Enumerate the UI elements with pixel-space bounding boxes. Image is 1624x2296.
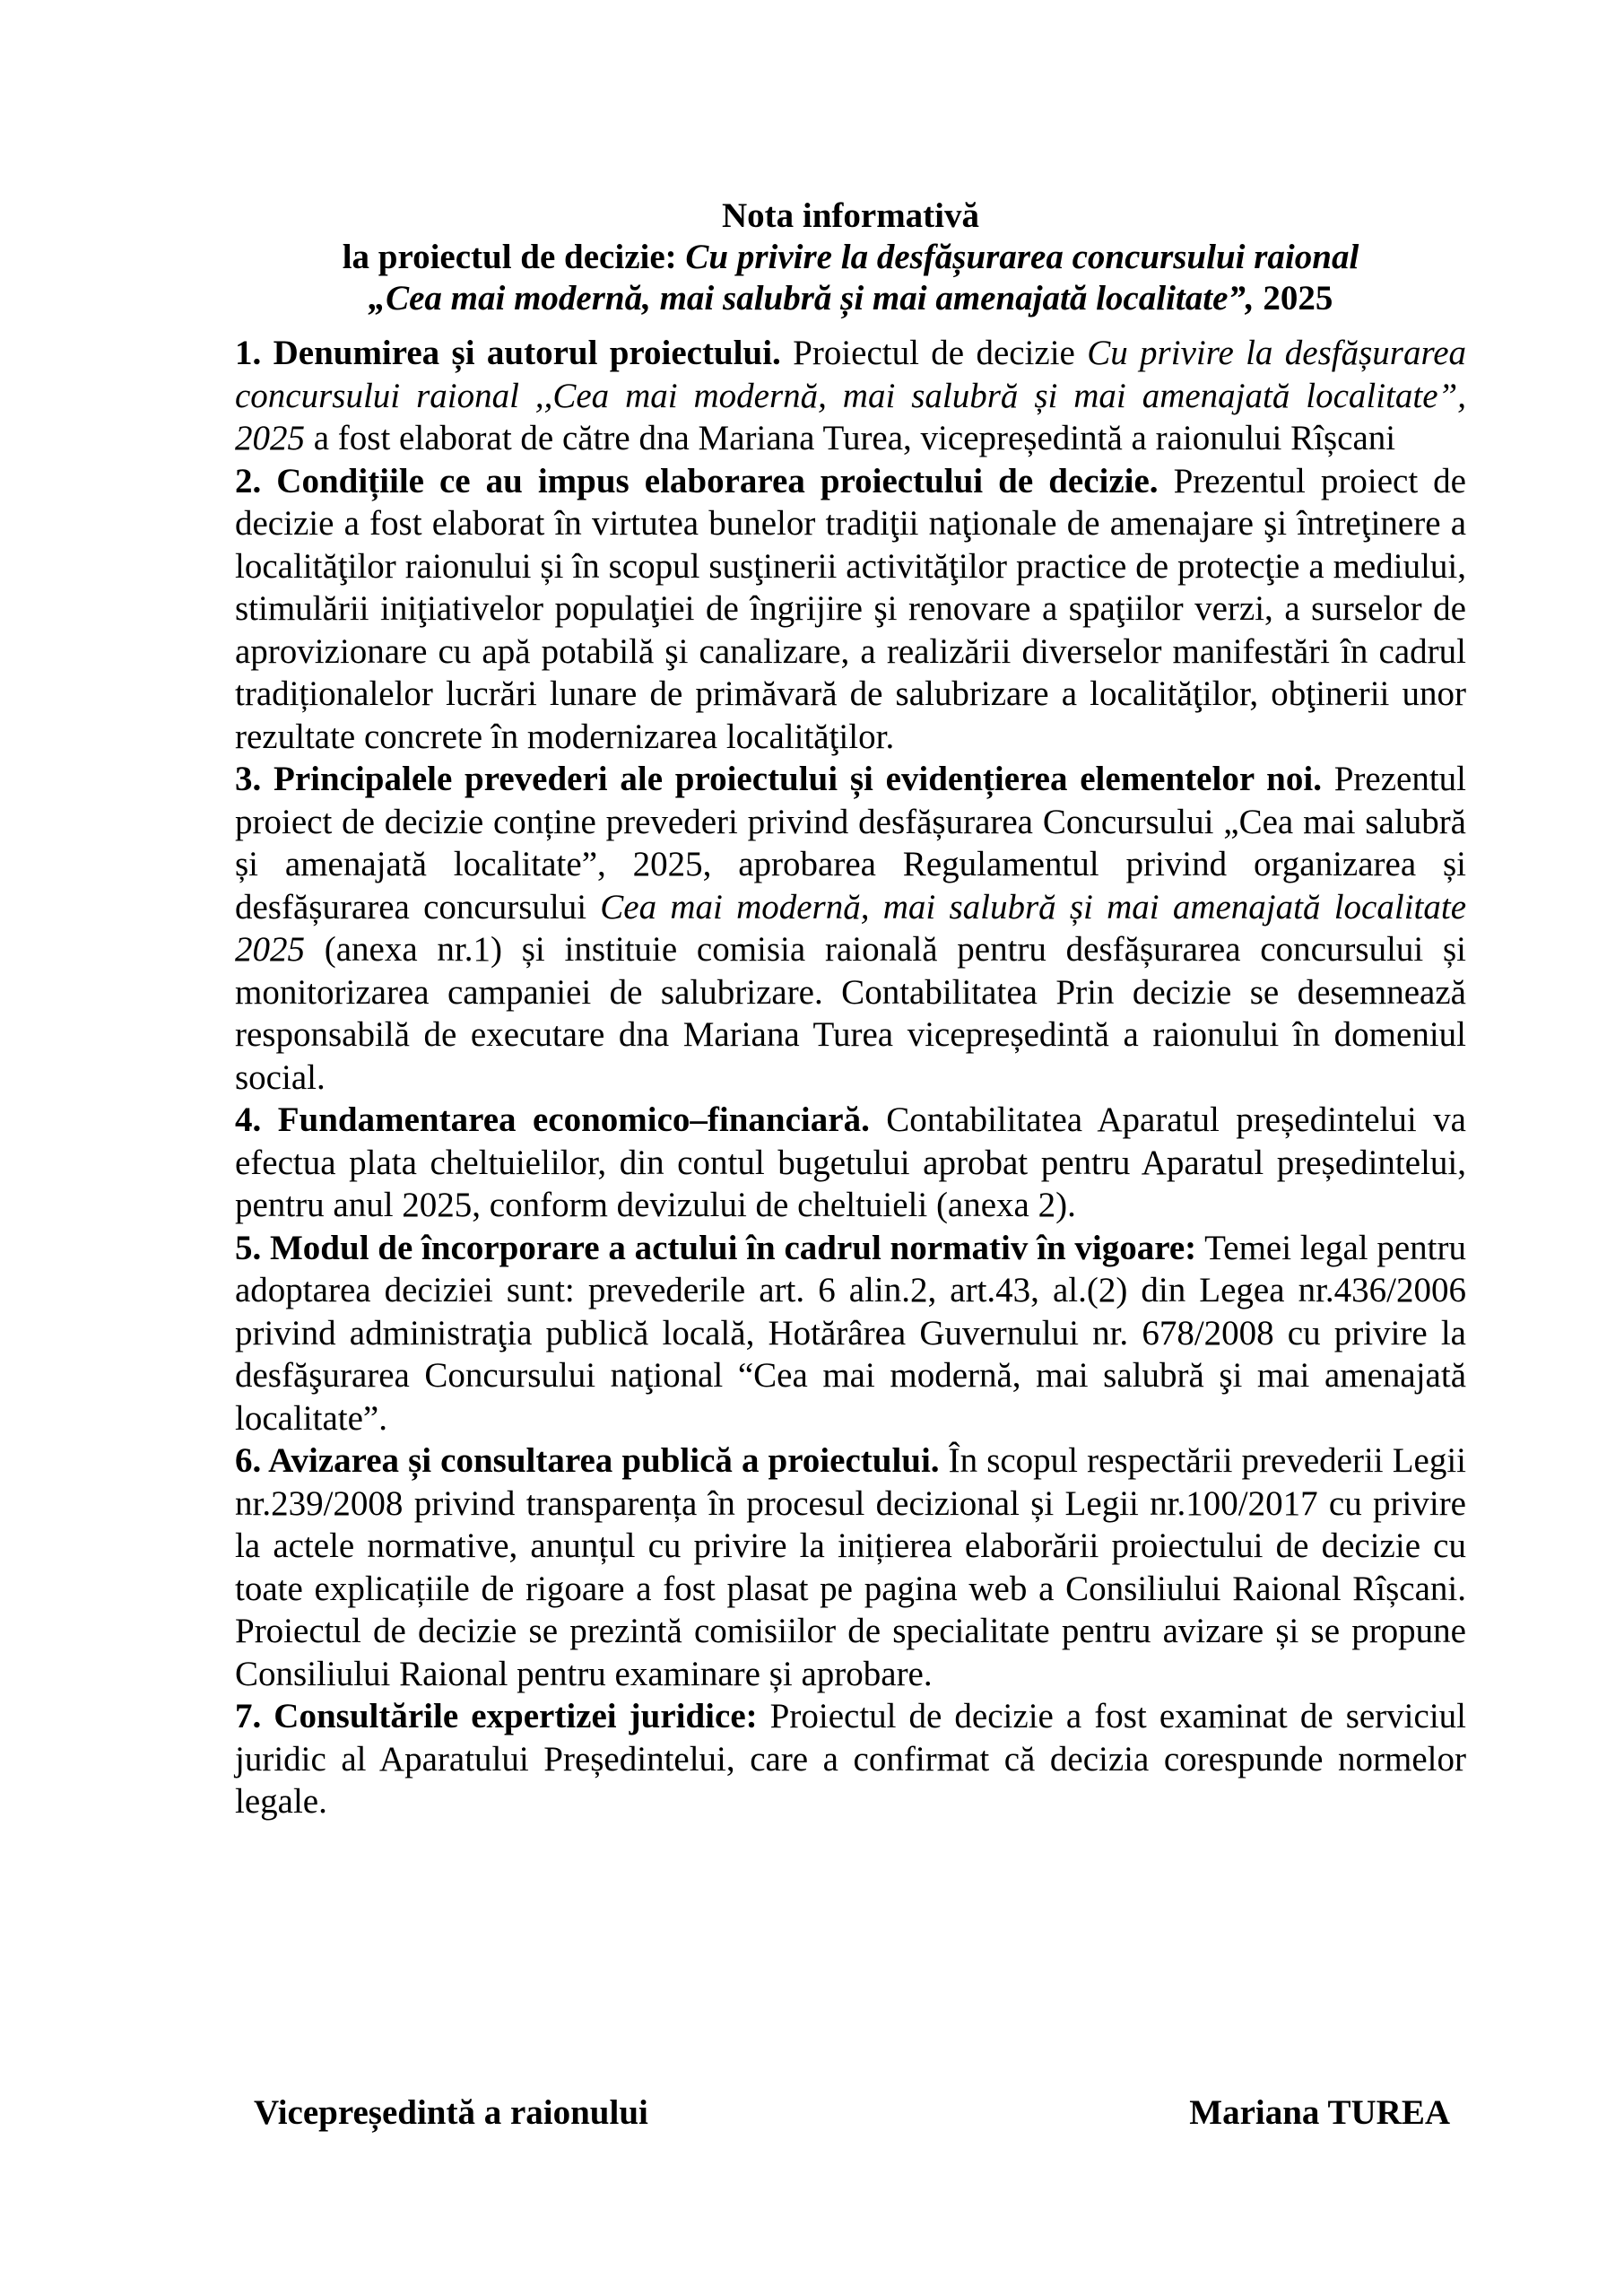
section-6-public-consultation <box>235 1439 1466 1695</box>
section-5-normative-framework <box>235 1227 1466 1440</box>
section-text: (anexa nr.1) și instituie comisia raională pentru desfășurarea concursului și monitorizarea campaniei de salubrizare. Contabilitatea Prin decizie se desemnează responsabilă de executare dna Mariana Turea vicepreședintă a raionului în domeniul social. <box>235 930 1466 1097</box>
title-subject: Cu privire la desfășurarea concursului raional <box>685 238 1359 276</box>
section-text: a fost elaborat de către dna Mariana Turea, vicepreședintă a raionului Rîșcani <box>305 419 1396 457</box>
signatory-position: Vicepreședintă a raionului <box>254 2093 648 2132</box>
section-heading: 3. Principalele prevederi ale proiectului și evidențierea elementelor noi. <box>235 760 1322 798</box>
section-text: Proiectul de decizie <box>780 334 1088 372</box>
section-3-main-provisions <box>235 758 1466 1099</box>
section-text: Temei legal pentru adoptarea deciziei sunt: prevederile art. 6 alin.2, art.43, al.(2) din Legea nr.436/2006 privind administraţia publică locală, Hotărârea Guvernului nr. 678/2008 cu privire la desfăşurarea Concursului naţional “Cea mai modernă, mai salubră şi mai amenajată localitate”. <box>235 1228 1466 1438</box>
section-heading: 5. Modul de încorporare a actului în cadrul normativ în vigoare: <box>235 1228 1197 1267</box>
section-text: Proiectul de decizie a fost examinat de serviciul juridic al Aparatului Președintelui, care a confirmat că decizia corespunde normelor legale. <box>235 1697 1466 1821</box>
section-italic-text: Cea mai modernă, mai salubră și mai amenajată localitate 2025 <box>235 887 1467 969</box>
section-text: În scopul respectării prevederii Legii nr.239/2008 privind transparența în procesul decizional și Legii nr.100/2017 cu privire la actele normative, anunțul cu privire la inițierea elaborării proiectului de decizie cu toate explicațiile de rigoare a fost plasat pe pagina web a Consiliului Raional Rîșcani. Proiectul de decizie se prezintă comisiilor de specialitate pentru avizare și se propune Consiliului Raional pentru examinare și aprobare. <box>235 1441 1466 1693</box>
signature-block <box>254 2092 1450 2134</box>
section-heading: 1. Denumirea și autorul proiectului. <box>235 334 781 372</box>
section-text: Contabilitatea Aparatul președintelui va efectua plata cheltuielilor, din contul bugetului aprobat pentru Aparatul președintelui, pentru anul 2025, conform devizului de cheltuieli (anexa 2). <box>235 1100 1466 1224</box>
section-heading: 2. Condițiile ce au impus elaborarea proiectului de decizie. <box>235 461 1159 500</box>
title-prefix: la proiectul de decizie: <box>342 238 686 276</box>
title-contest-line <box>235 278 1466 319</box>
section-heading: 6. Avizarea și consultarea publică a proiectului. <box>235 1441 940 1480</box>
document-body <box>235 332 1466 1823</box>
document-title <box>235 196 1466 319</box>
section-1-name-author <box>235 332 1466 460</box>
title-contest-name: „Cea mai modernă, mai salubră și mai amenajată localitate”, <box>368 279 1255 317</box>
section-2-conditions <box>235 460 1466 759</box>
title-year: 2025 <box>1254 279 1333 317</box>
title-subject-line <box>235 237 1466 278</box>
section-text: Prezentul proiect de decizie conține prevederi privind desfășurarea Concursului „Cea mai salubră și amenajată localitate”, 2025, aprobarea Regulamentul privind organizarea și desfășurarea concursului <box>235 760 1466 926</box>
section-4-economic-basis <box>235 1099 1466 1227</box>
section-heading: 7. Consultările expertizei juridice: <box>235 1697 758 1735</box>
document-page <box>235 196 1466 1823</box>
title-heading: Nota informativă <box>721 196 980 235</box>
signatory-name: Mariana TUREA <box>1189 2093 1450 2132</box>
section-italic-text: Cu privire la desfășurarea concursului raional ,,Cea mai modernă, mai salubră și mai amenajată localitate”, 2025 <box>235 334 1466 457</box>
section-heading: 4. Fundamentarea economico–financiară. <box>235 1100 870 1139</box>
section-text: Prezentul proiect de decizie a fost elaborat în virtutea bunelor tradiţii naţionale de amenajare şi întreţinere a localităţilor raionului și în scopul susţinerii activităţilor practice de protecţie a mediului, stimulării iniţiativelor populaţiei de îngrijire şi renovare a spaţiilor verzi, a surselor de aprovizionare cu apă potabilă şi canalizare, a realizării diverselor manifestări în cadrul tradiționalelor lucrări lunare de primăvară de salubrizare a localităţilor, obţinerii unor rezultate concrete în modernizarea localităţilor. <box>235 461 1466 756</box>
section-7-legal-expertise <box>235 1695 1466 1823</box>
